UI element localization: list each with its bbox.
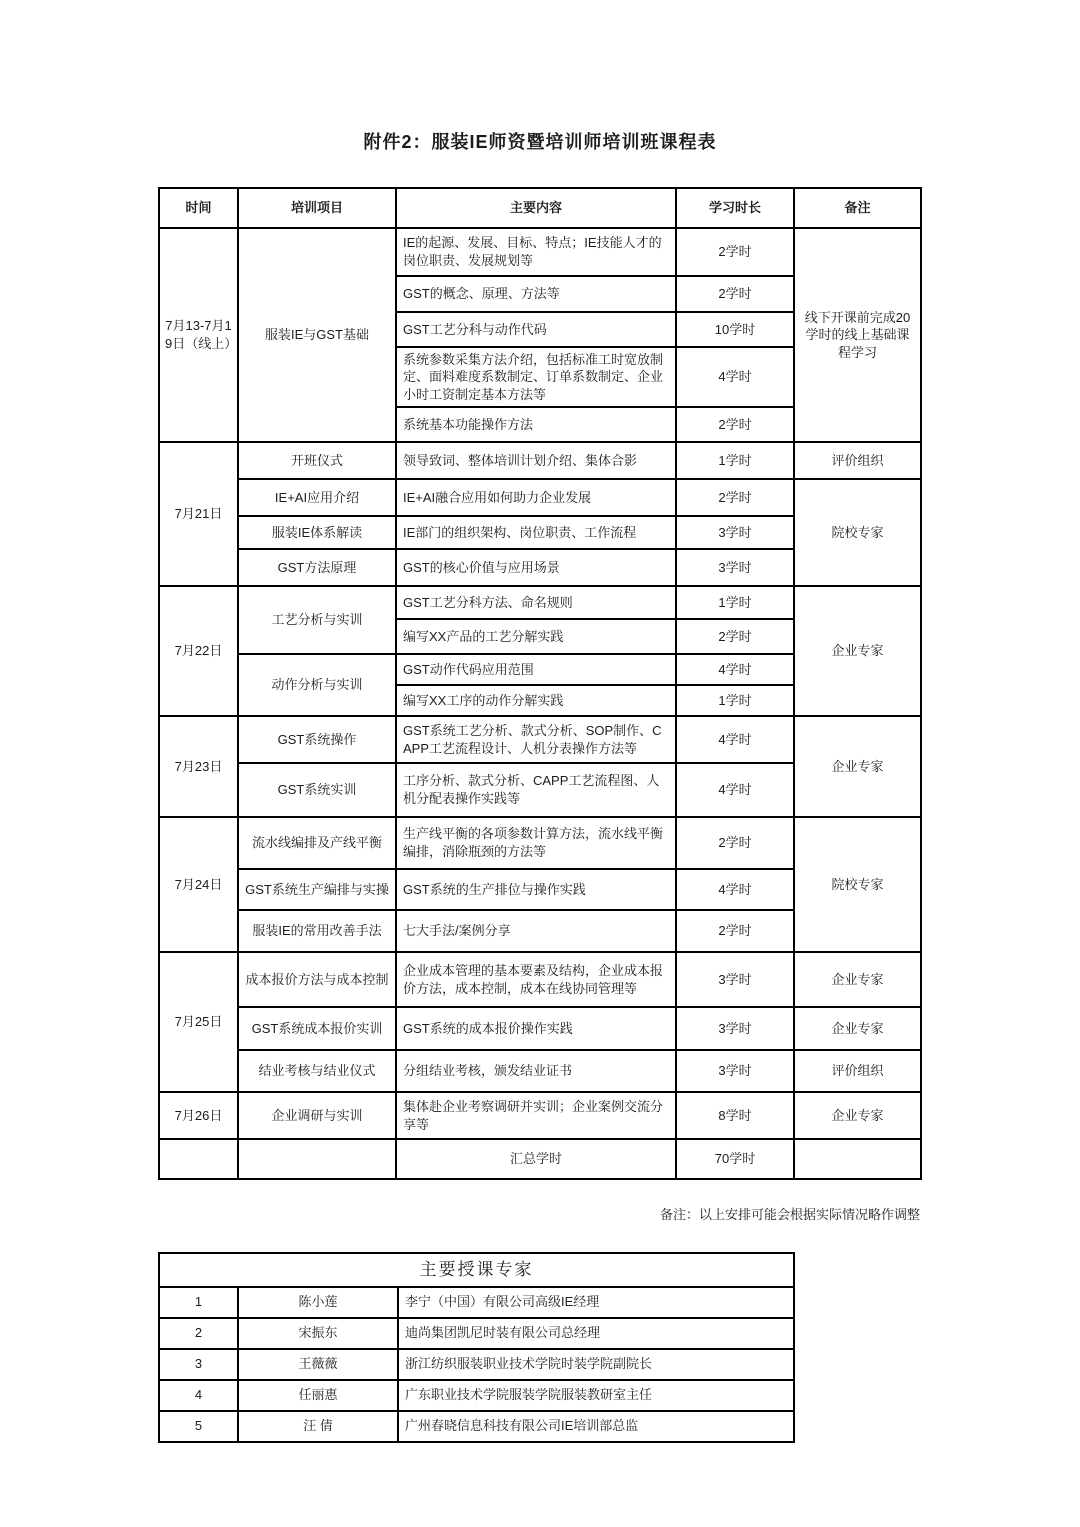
hours-cell: 4学时 — [676, 716, 794, 763]
adjustment-note: 备注：以上安排可能会根据实际情况略作调整 — [659, 1207, 920, 1222]
expert-number: 1 — [159, 1287, 238, 1318]
note-cell: 企业专家 — [794, 1007, 921, 1050]
time-cell: 7月26日 — [159, 1092, 238, 1139]
content-cell: GST系统的成本报价操作实践 — [396, 1007, 676, 1050]
hours-cell: 4学时 — [676, 347, 794, 407]
content-cell: 工序分析、款式分析、CAPP工艺流程图、人机分配表操作实践等 — [396, 763, 676, 817]
table-row — [159, 952, 921, 1007]
project-cell: GST系统实训 — [238, 763, 396, 817]
content-cell: 编写XX工序的动作分解实践 — [396, 685, 676, 716]
hours-cell: 4学时 — [676, 869, 794, 910]
project-cell: 动作分析与实训 — [238, 654, 396, 716]
content-cell: GST工艺分科与动作代码 — [396, 312, 676, 347]
hours-cell: 1学时 — [676, 685, 794, 716]
project-cell: 服装IE与GST基础 — [238, 228, 396, 442]
project-cell: 结业考核与结业仪式 — [238, 1050, 396, 1092]
hours-cell: 8学时 — [676, 1092, 794, 1139]
hours-cell: 2学时 — [676, 479, 794, 516]
expert-name: 王薇薇 — [238, 1349, 398, 1380]
expert-name: 任丽惠 — [238, 1380, 398, 1411]
content-cell: GST工艺分科方法、命名规则 — [396, 586, 676, 619]
note-cell: 线下开课前完成20学时的线上基础课程学习 — [794, 228, 921, 442]
header-content: 主要内容 — [396, 188, 676, 228]
project-cell: GST系统成本报价实训 — [238, 1007, 396, 1050]
hours-cell: 2学时 — [676, 910, 794, 952]
hours-cell: 1学时 — [676, 442, 794, 479]
content-cell: 分组结业考核，颁发结业证书 — [396, 1050, 676, 1092]
project-cell: GST系统生产编排与实操 — [238, 869, 396, 910]
hours-cell: 2学时 — [676, 276, 794, 312]
note-cell: 企业专家 — [794, 716, 921, 817]
project-cell: 服装IE的常用改善手法 — [238, 910, 396, 952]
time-cell: 7月13-7月19日（线上） — [159, 228, 238, 442]
time-cell — [159, 1139, 238, 1179]
expert-title: 广东职业技术学院服装学院服装教研室主任 — [398, 1380, 794, 1411]
note-cell — [794, 1139, 921, 1179]
content-cell: 系统基本功能操作方法 — [396, 407, 676, 442]
expert-number: 5 — [159, 1411, 238, 1442]
content-cell: GST系统的生产排位与操作实践 — [396, 869, 676, 910]
hours-cell: 3学时 — [676, 516, 794, 549]
project-cell: 工艺分析与实训 — [238, 586, 396, 654]
note-cell: 评价组织 — [794, 442, 921, 479]
project-cell: 流水线编排及产线平衡 — [238, 817, 396, 869]
hours-cell: 3学时 — [676, 1007, 794, 1050]
expert-name: 汪 倩 — [238, 1411, 398, 1442]
header-time: 时间 — [159, 188, 238, 228]
note-cell: 评价组织 — [794, 1050, 921, 1092]
hours-cell: 2学时 — [676, 817, 794, 869]
expert-row — [159, 1411, 794, 1442]
table-row — [159, 817, 921, 869]
expert-number: 3 — [159, 1349, 238, 1380]
schedule-header-row — [159, 188, 921, 228]
experts-table — [158, 1252, 795, 1443]
table-row — [159, 586, 921, 619]
table-row — [159, 479, 921, 516]
summary-row — [159, 1139, 921, 1179]
hours-cell: 1学时 — [676, 586, 794, 619]
content-cell: IE部门的组织架构、岗位职责、工作流程 — [396, 516, 676, 549]
expert-row — [159, 1380, 794, 1411]
content-cell: 集体赴企业考察调研并实训；企业案例交流分享等 — [396, 1092, 676, 1139]
project-cell: 企业调研与实训 — [238, 1092, 396, 1139]
content-cell: GST的概念、原理、方法等 — [396, 276, 676, 312]
experts-header-row — [159, 1253, 794, 1287]
time-cell: 7月25日 — [159, 952, 238, 1092]
note-cell: 企业专家 — [794, 1092, 921, 1139]
content-cell: GST动作代码应用范围 — [396, 654, 676, 685]
header-note: 备注 — [794, 188, 921, 228]
expert-title: 迪尚集团凯尼时装有限公司总经理 — [398, 1318, 794, 1349]
page-title: 附件2：服装IE师资暨培训师培训班课程表 — [363, 132, 717, 152]
hours-cell: 2学时 — [676, 228, 794, 276]
expert-title: 李宁（中国）有限公司高级IE经理 — [398, 1287, 794, 1318]
table-row — [159, 442, 921, 479]
note-cell: 企业专家 — [794, 952, 921, 1007]
expert-title: 广州春晓信息科技有限公司IE培训部总监 — [398, 1411, 794, 1442]
expert-name: 陈小莲 — [238, 1287, 398, 1318]
expert-title: 浙江纺织服装职业技术学院时装学院副院长 — [398, 1349, 794, 1380]
content-cell: GST的核心价值与应用场景 — [396, 549, 676, 586]
content-cell: 七大手法/案例分享 — [396, 910, 676, 952]
hours-cell: 4学时 — [676, 654, 794, 685]
total-hours-cell: 70学时 — [676, 1139, 794, 1179]
experts-table-title: 主要授课专家 — [159, 1253, 794, 1287]
table-row — [159, 716, 921, 763]
header-project: 培训项目 — [238, 188, 396, 228]
content-cell: GST系统工艺分析、款式分析、SOP制作、CAPP工艺流程设计、人机分表操作方法等 — [396, 716, 676, 763]
project-cell: 开班仪式 — [238, 442, 396, 479]
time-cell: 7月21日 — [159, 442, 238, 586]
expert-row — [159, 1318, 794, 1349]
header-hours: 学习时长 — [676, 188, 794, 228]
content-cell: 系统参数采集方法介绍，包括标准工时宽放制定、面料难度系数制定、订单系数制定、企业小时工资制定基本方法等 — [396, 347, 676, 407]
content-cell: 编写XX产品的工艺分解实践 — [396, 619, 676, 654]
project-cell — [238, 1139, 396, 1179]
hours-cell: 2学时 — [676, 619, 794, 654]
project-cell: 服装IE体系解读 — [238, 516, 396, 549]
expert-number: 2 — [159, 1318, 238, 1349]
content-cell: IE的起源、发展、目标、特点；IE技能人才的岗位职责、发展规划等 — [396, 228, 676, 276]
expert-number: 4 — [159, 1380, 238, 1411]
project-cell: GST方法原理 — [238, 549, 396, 586]
table-row — [159, 1007, 921, 1050]
hours-cell: 2学时 — [676, 407, 794, 442]
hours-cell: 4学时 — [676, 763, 794, 817]
time-cell: 7月22日 — [159, 586, 238, 716]
table-row — [159, 1092, 921, 1139]
hours-cell: 10学时 — [676, 312, 794, 347]
project-cell: GST系统操作 — [238, 716, 396, 763]
content-cell: 企业成本管理的基本要素及结构，企业成本报价方法，成本控制，成本在线协同管理等 — [396, 952, 676, 1007]
note-cell: 企业专家 — [794, 586, 921, 716]
time-cell: 7月24日 — [159, 817, 238, 952]
expert-row — [159, 1287, 794, 1318]
time-cell: 7月23日 — [159, 716, 238, 817]
table-row — [159, 1050, 921, 1092]
project-cell: IE+AI应用介绍 — [238, 479, 396, 516]
content-cell: 生产线平衡的各项参数计算方法，流水线平衡编排，消除瓶颈的方法等 — [396, 817, 676, 869]
content-cell: 领导致词、整体培训计划介绍、集体合影 — [396, 442, 676, 479]
expert-row — [159, 1349, 794, 1380]
hours-cell: 3学时 — [676, 549, 794, 586]
total-label-cell: 汇总学时 — [396, 1139, 676, 1179]
note-cell: 院校专家 — [794, 479, 921, 586]
course-schedule-table — [158, 187, 922, 1180]
content-cell: IE+AI融合应用如何助力企业发展 — [396, 479, 676, 516]
hours-cell: 3学时 — [676, 1050, 794, 1092]
expert-name: 宋振东 — [238, 1318, 398, 1349]
project-cell: 成本报价方法与成本控制 — [238, 952, 396, 1007]
table-row — [159, 228, 921, 276]
hours-cell: 3学时 — [676, 952, 794, 1007]
note-cell: 院校专家 — [794, 817, 921, 952]
